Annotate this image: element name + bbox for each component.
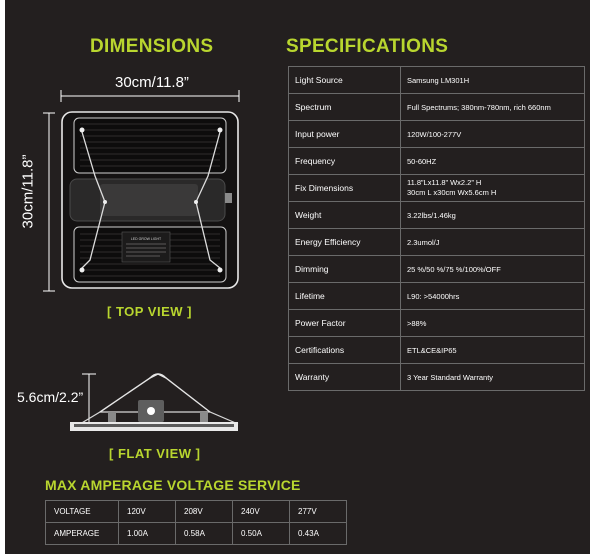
voltage-label: VOLTAGE bbox=[46, 501, 119, 523]
table-row bbox=[289, 121, 585, 148]
flat-view-drawing bbox=[60, 364, 250, 436]
top-view-drawing bbox=[60, 110, 240, 290]
spec-value: ETL&CE&IP65 bbox=[401, 337, 585, 364]
spec-value bbox=[401, 175, 585, 202]
spec-value: 50-60HZ bbox=[401, 148, 585, 175]
spec-key: Dimming bbox=[289, 256, 401, 283]
voltage-cell: 120V bbox=[119, 501, 176, 523]
spec-value: 2.3umol/J bbox=[401, 229, 585, 256]
spec-key: Frequency bbox=[289, 148, 401, 175]
spec-key: Energy Efficiency bbox=[289, 229, 401, 256]
amperage-table bbox=[45, 500, 347, 545]
spec-key: Fix Dimensions bbox=[289, 175, 401, 202]
height-dimension-line bbox=[41, 112, 57, 292]
spec-key: Input power bbox=[289, 121, 401, 148]
table-row bbox=[46, 501, 347, 523]
table-row bbox=[289, 364, 585, 391]
spec-key: Warranty bbox=[289, 364, 401, 391]
spec-value-line-1: 11.8”Lx11.8” Wx2.2” H bbox=[407, 178, 482, 187]
spec-value: L90: >54000hrs bbox=[401, 283, 585, 310]
spec-key: Lifetime bbox=[289, 283, 401, 310]
voltage-cell: 240V bbox=[233, 501, 290, 523]
table-row bbox=[289, 310, 585, 337]
table-row bbox=[289, 94, 585, 121]
top-view-label: [ TOP VIEW ] bbox=[107, 304, 192, 319]
width-dimension-label: 30cm/11.8” bbox=[115, 74, 189, 91]
spec-value: 25 %/50 %/75 %/100%/OFF bbox=[401, 256, 585, 283]
voltage-cell: 277V bbox=[290, 501, 347, 523]
table-row bbox=[289, 67, 585, 94]
voltage-cell: 208V bbox=[176, 501, 233, 523]
table-row bbox=[289, 256, 585, 283]
amperage-cell: 0.50A bbox=[233, 523, 290, 545]
table-row bbox=[289, 337, 585, 364]
spec-value: Full Spectrums; 380nm-780nm, rich 660nm bbox=[401, 94, 585, 121]
spec-sheet-panel bbox=[5, 0, 590, 554]
amperage-cell: 0.43A bbox=[290, 523, 347, 545]
depth-dimension-label: 5.6cm/2.2” bbox=[17, 389, 84, 405]
spec-value: >88% bbox=[401, 310, 585, 337]
height-dimension-label: 30cm/11.8” bbox=[19, 154, 37, 229]
table-row bbox=[289, 229, 585, 256]
specifications-table bbox=[288, 66, 585, 391]
flat-view-label: [ FLAT VIEW ] bbox=[109, 446, 201, 461]
spec-value-line-2: 30cm L x30cm Wx5.6cm H bbox=[407, 188, 497, 197]
amperage-cell: 0.58A bbox=[176, 523, 233, 545]
spec-key: Certifications bbox=[289, 337, 401, 364]
spec-value: Samsung LM301H bbox=[401, 67, 585, 94]
width-dimension-line bbox=[60, 88, 240, 104]
spec-value: 120W/100-277V bbox=[401, 121, 585, 148]
amperage-cell: 1.00A bbox=[119, 523, 176, 545]
spec-key: Spectrum bbox=[289, 94, 401, 121]
spec-key: Weight bbox=[289, 202, 401, 229]
specifications-heading: SPECIFICATIONS bbox=[286, 36, 449, 57]
spec-key: Light Source bbox=[289, 67, 401, 94]
table-row bbox=[289, 148, 585, 175]
max-amperage-heading: MAX AMPERAGE VOLTAGE SERVICE bbox=[45, 477, 301, 493]
table-row bbox=[289, 202, 585, 229]
driver-label: LED GROW LIGHT bbox=[130, 237, 162, 241]
spec-key: Power Factor bbox=[289, 310, 401, 337]
amperage-label: AMPERAGE bbox=[46, 523, 119, 545]
dimensions-heading: DIMENSIONS bbox=[90, 36, 214, 57]
table-row bbox=[289, 175, 585, 202]
table-row bbox=[289, 283, 585, 310]
spec-value: 3.22lbs/1.46kg bbox=[401, 202, 585, 229]
table-row bbox=[46, 523, 347, 545]
spec-value: 3 Year Standard Warranty bbox=[401, 364, 585, 391]
